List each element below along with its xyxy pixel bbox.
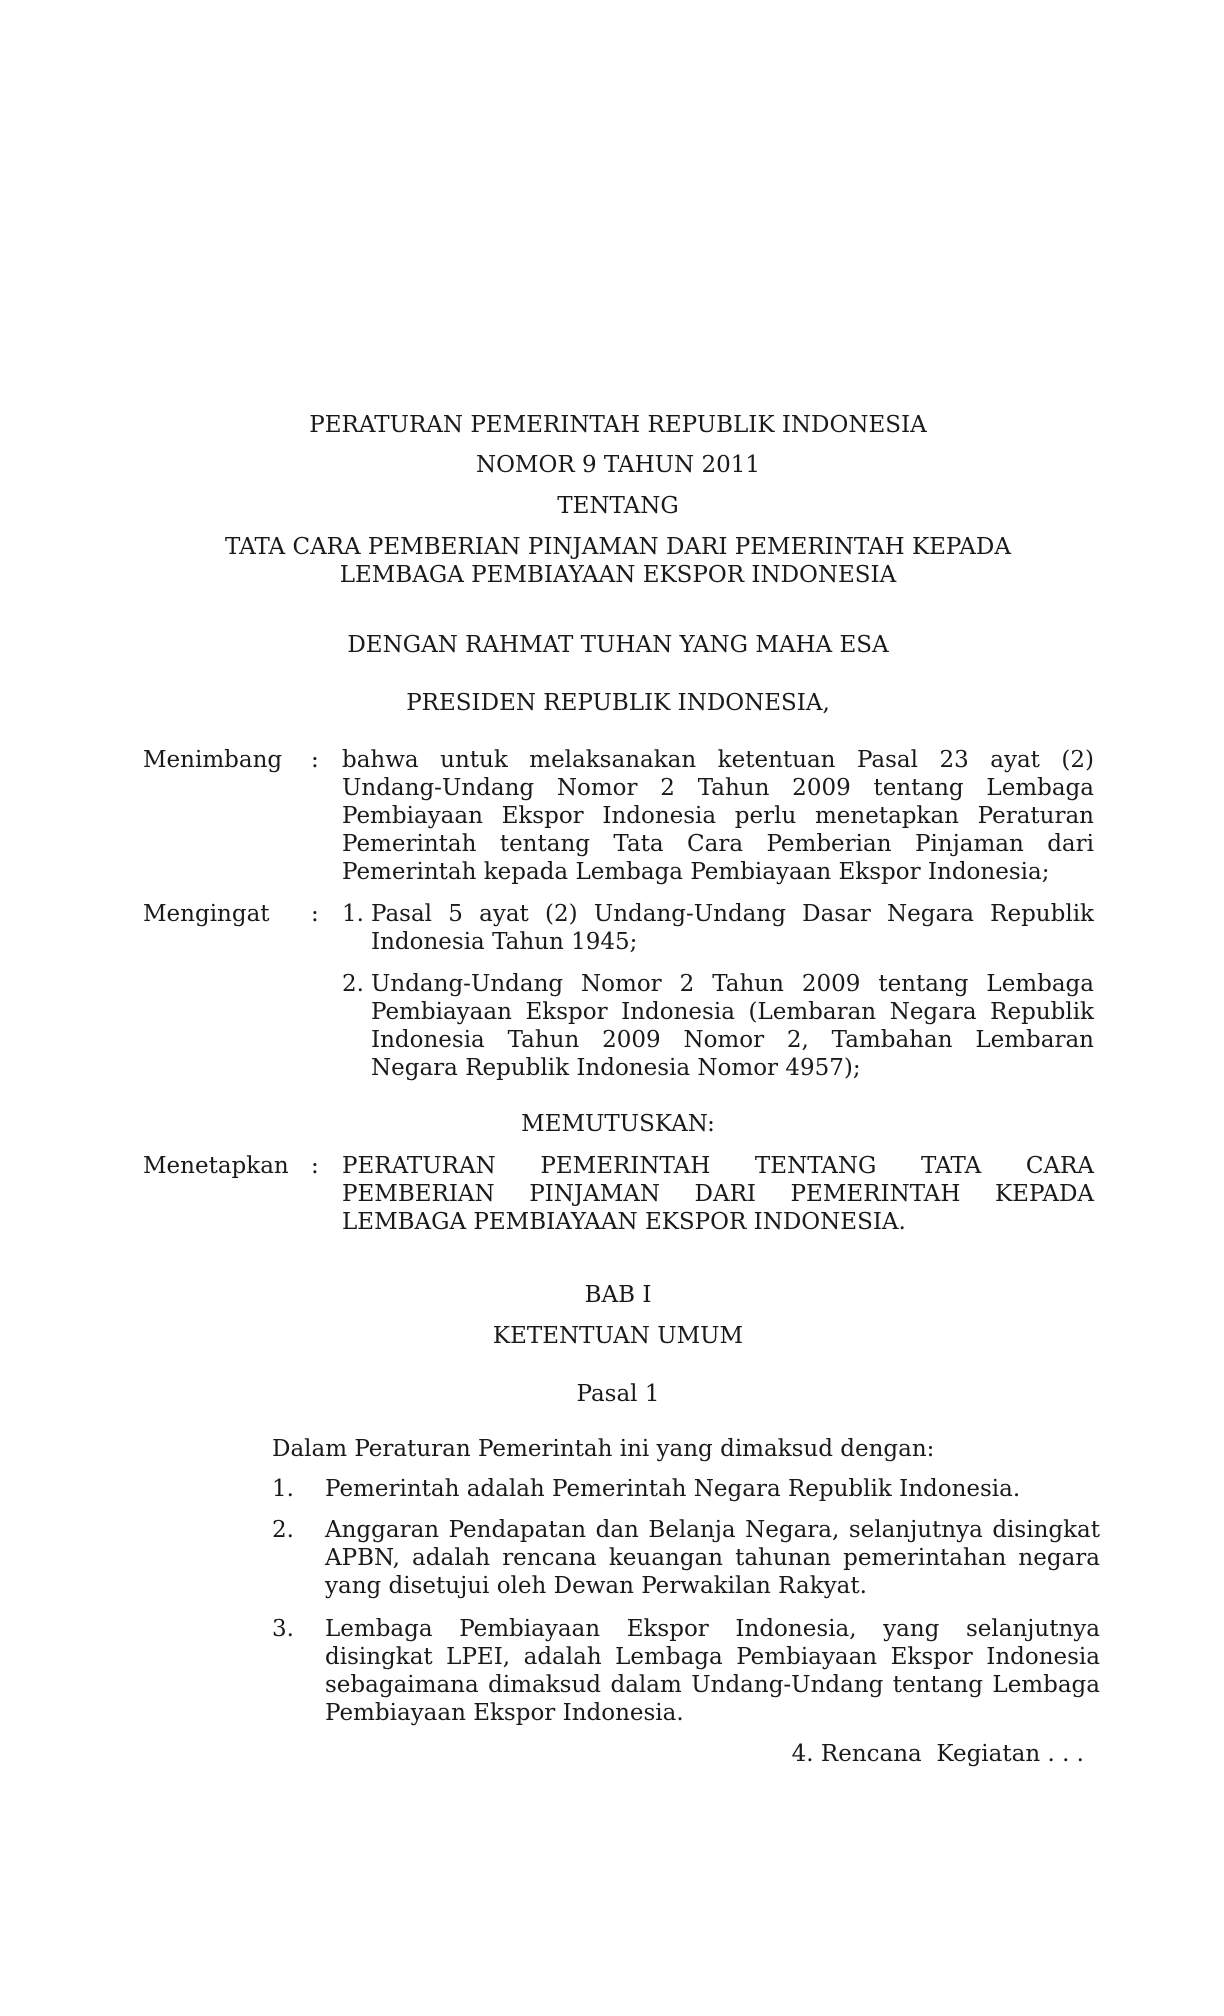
- mengingat-item-1-number: 1.: [342, 901, 364, 927]
- menetapkan-label: Menetapkan: [143, 1153, 289, 1179]
- subject-line-1: TATA CARA PEMBERIAN PINJAMAN DARI PEMERINTAH KEPADA: [225, 534, 1011, 560]
- definition-2-number: 2.: [272, 1517, 294, 1543]
- menetapkan-colon: :: [311, 1153, 319, 1179]
- mengingat-colon: :: [311, 901, 319, 927]
- subject-line-2: LEMBAGA PEMBIAYAAN EKSPOR INDONESIA: [339, 562, 897, 588]
- regulation-title: PERATURAN PEMERINTAH REPUBLIK INDONESIA: [309, 412, 927, 438]
- tentang-heading: TENTANG: [557, 493, 679, 519]
- chapter-number: BAB I: [584, 1282, 652, 1308]
- memutuskan-heading: MEMUTUSKAN:: [521, 1111, 715, 1137]
- mengingat-item-2-text: Undang-Undang Nomor 2 Tahun 2009 tentang Lembaga Pembiayaan Ekspor Indonesia (Lembaran Negara Republik Indonesia Tahun 2009 Nomor 2, Tambahan Lembaran Negara Republik Indonesia Nomor 4957);: [371, 971, 1094, 1081]
- definition-1-text: Pemerintah adalah Pemerintah Negara Republik Indonesia.: [325, 1476, 1021, 1502]
- president-heading: PRESIDEN REPUBLIK INDONESIA,: [406, 690, 830, 716]
- definition-3-number: 3.: [272, 1616, 294, 1642]
- definition-3-text: Lembaga Pembiayaan Ekspor Indonesia, yang selanjutnya disingkat LPEI, adalah Lembaga Pembiayaan Ekspor Indonesia sebagaimana dimaksud dalam Undang-Undang tentang Lembaga Pembiayaan Ekspor Indonesia.: [325, 1616, 1100, 1726]
- mengingat-item-1-text: Pasal 5 ayat (2) Undang-Undang Dasar Negara Republik Indonesia Tahun 1945;: [371, 901, 1094, 955]
- article-intro: Dalam Peraturan Pemerintah ini yang dimaksud dengan:: [272, 1436, 935, 1462]
- invocation: DENGAN RAHMAT TUHAN YANG MAHA ESA: [347, 632, 889, 658]
- mengingat-item-2-number: 2.: [342, 971, 364, 997]
- menimbang-text: bahwa untuk melaksanakan ketentuan Pasal 23 ayat (2) Undang-Undang Nomor 2 Tahun 2009 tentang Lembaga Pembiayaan Ekspor Indonesia perlu menetapkan Peraturan Pemerintah tentang Tata Cara Pemberian Pinjaman dari Pemerintah kepada Lembaga Pembiayaan Ekspor Indonesia;: [342, 747, 1094, 885]
- menetapkan-text: PERATURAN PEMERINTAH TENTANG TATA CARA PEMBERIAN PINJAMAN DARI PEMERINTAH KEPADA LEMBAGA PEMBIAYAAN EKSPOR INDONESIA.: [342, 1153, 1094, 1235]
- regulation-number: NOMOR 9 TAHUN 2011: [475, 452, 761, 478]
- page-continuation: 4. Rencana Kegiatan . . .: [791, 1741, 1084, 1767]
- mengingat-label: Mengingat: [143, 901, 270, 927]
- menimbang-colon: :: [311, 747, 319, 773]
- article-heading: Pasal 1: [576, 1381, 660, 1407]
- chapter-title: KETENTUAN UMUM: [492, 1323, 744, 1349]
- definition-1-number: 1.: [272, 1476, 294, 1502]
- definition-2-text: Anggaran Pendapatan dan Belanja Negara, selanjutnya disingkat APBN, adalah rencana keuangan tahunan pemerintahan negara yang disetujui oleh Dewan Perwakilan Rakyat.: [325, 1517, 1100, 1599]
- menimbang-label: Menimbang: [143, 747, 283, 773]
